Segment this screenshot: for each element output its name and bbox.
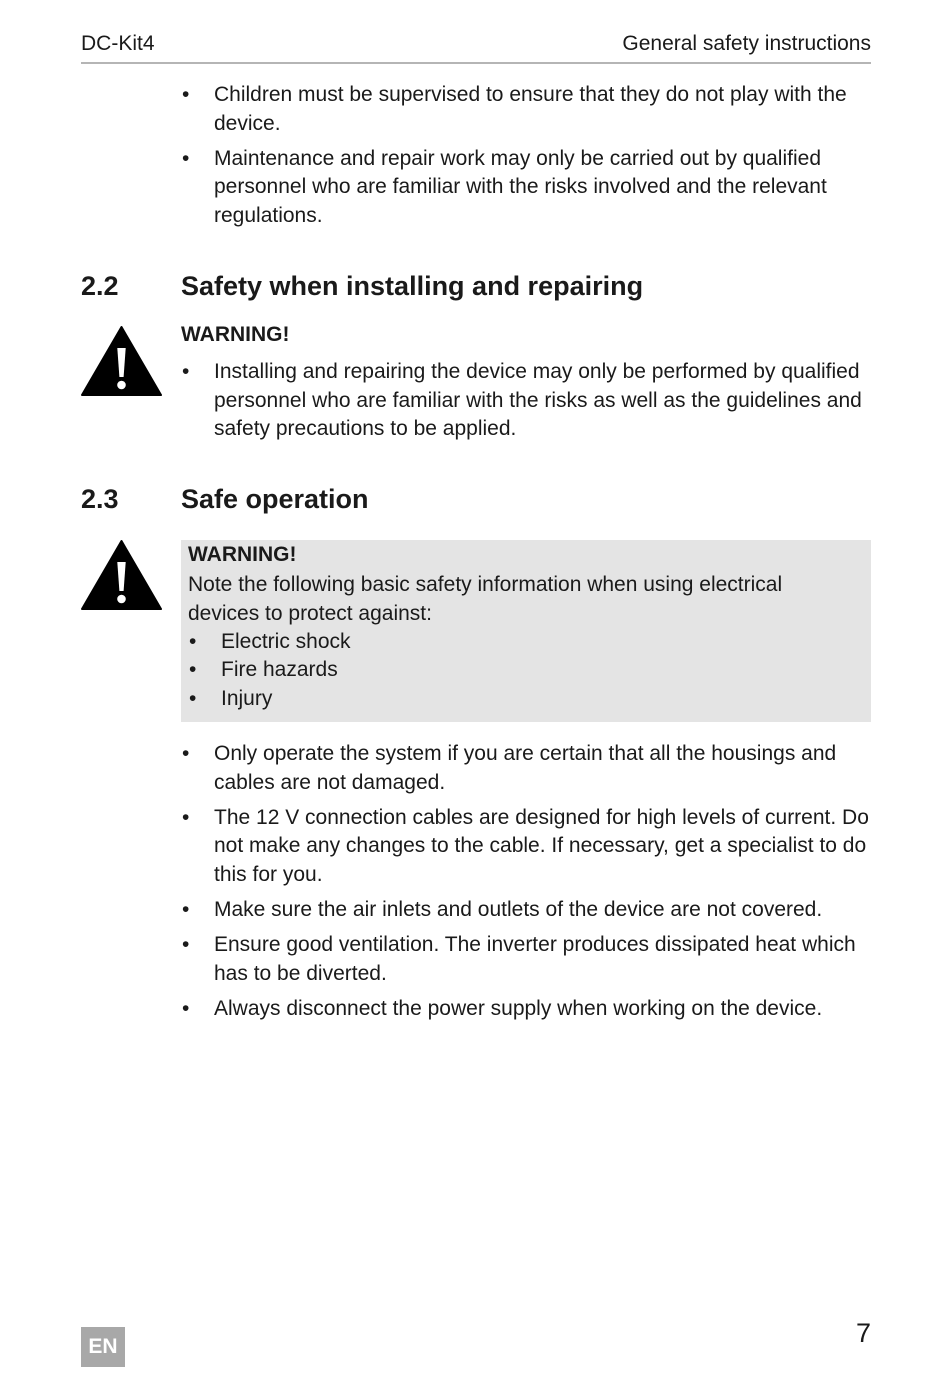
installing-bullet-list [181,358,873,450]
section-heading: Safety when installing and repairing [181,271,644,301]
page-header [81,30,871,64]
warning-label: WARNING! [188,543,297,566]
section-number: 2.2 [81,271,119,301]
list-item: • Children must be supervised to ensure that they do not play with the device. [181,81,873,138]
warning-triangle-icon [81,325,162,397]
chapter-title: General safety instructions [622,32,871,55]
hazard-list [188,628,351,713]
list-item: • The 12 V connection cables are designed for high levels of current. Do not make any changes to the cable. If necessary, get a specialist to do this for you. [181,804,873,890]
warning-triangle-icon [81,539,162,611]
list-item: • Electric shock [188,628,351,656]
list-item: • Make sure the air inlets and outlets of the device are not covered. [181,896,873,925]
warning-label: WARNING! [181,323,290,346]
language-badge: EN [81,1327,125,1367]
intro-bullet-list [181,81,873,237]
warning-box [181,540,871,722]
list-item: • Only operate the system if you are certain that all the housings and cables are not damaged. [181,740,873,797]
list-item: • Always disconnect the power supply when working on the device. [181,995,873,1024]
operation-bullet-list [181,740,873,1030]
list-item: • Fire hazards [188,656,351,684]
section-heading: Safe operation [181,484,369,514]
list-item: • Ensure good ventilation. The inverter produces dissipated heat which has to be diverted. [181,931,873,988]
section-number: 2.3 [81,484,119,514]
document-title: DC-Kit4 [81,32,155,55]
list-item: • Injury [188,685,351,713]
list-item: • Maintenance and repair work may only be carried out by qualified personnel who are familiar with the risks involved and the relevant regulations. [181,145,873,231]
page-number: 7 [855,1318,871,1348]
warning-intro-text: Note the following basic safety information when using electrical devices to protect against: [188,573,783,625]
list-item: • Installing and repairing the device may only be performed by qualified personnel who are familiar with the risks as well as the guidelines and safety precautions to be applied. [181,358,873,444]
